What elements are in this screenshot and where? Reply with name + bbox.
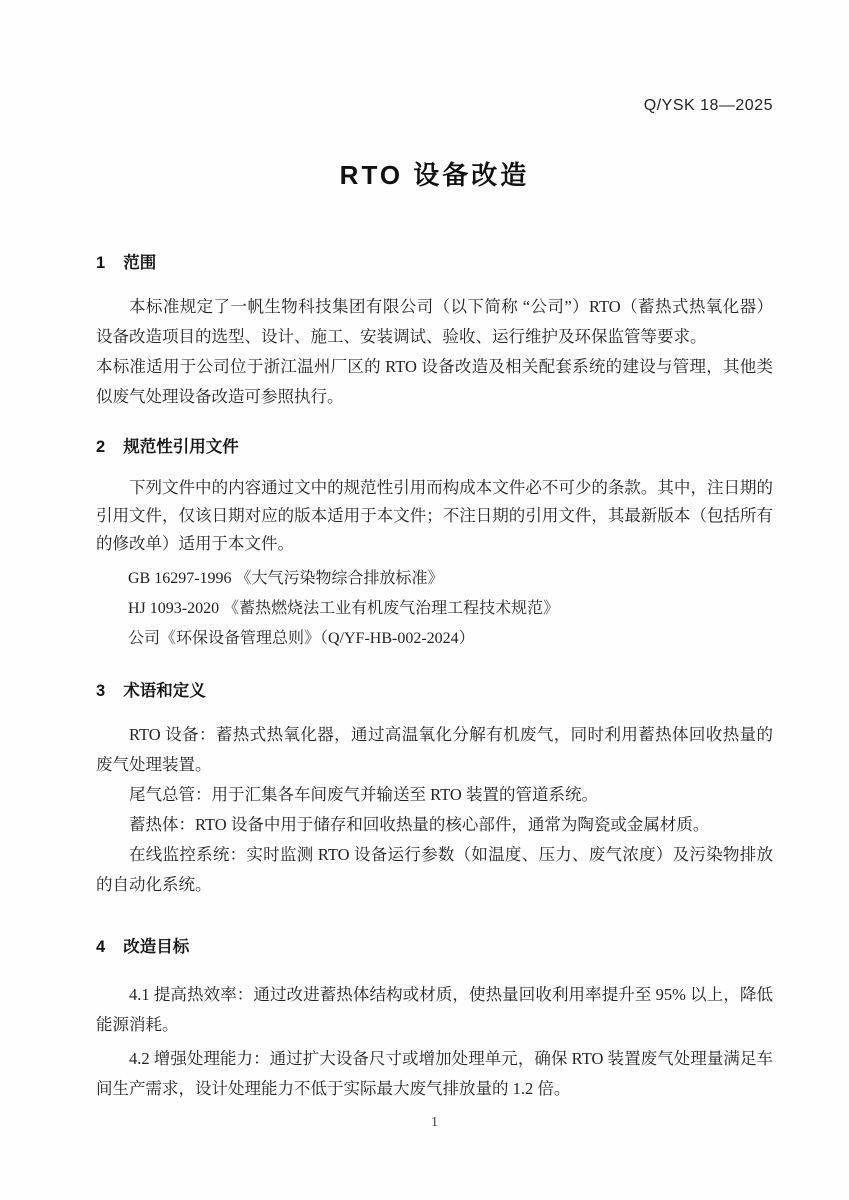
section-1-title: 范围 (123, 254, 157, 272)
reference-item: HJ 1093-2020 《蓄热燃烧法工业有机废气治理工程技术规范》 (128, 600, 560, 617)
section-1-number: 1 (96, 254, 106, 272)
section-3-heading (96, 680, 773, 702)
section-4-heading (96, 936, 773, 958)
section-2-title: 规范性引用文件 (123, 438, 239, 456)
section-4-number: 4 (96, 938, 106, 956)
reference-item: GB 16297-1996 《大气污染物综合排放标准》 (128, 570, 444, 587)
term-definition: RTO 设备：蓄热式热氧化器，通过高温氧化分解有机废气，同时利用蓄热体回收热量的废气处理装置。 (96, 725, 773, 774)
reference-list (96, 564, 773, 654)
section-1-paragraph: 本标准规定了一帆生物科技集团有限公司（以下简称 “公司”）RTO（蓄热式热氧化器）设备改造项目的选型、设计、施工、安装调试、验收、运行维护及环保监管等要求。 (96, 297, 773, 346)
standard-code: Q/YSK 18—2025 (643, 97, 773, 114)
objective-item: 4.1 提高热效率：通过改进蓄热体结构或材质，使热量回收利用率提升至 95% 以上，降低能源消耗。 (96, 985, 773, 1034)
section-1-paragraph: 本标准适用于公司位于浙江温州厂区的 RTO 设备改造及相关配套系统的建设与管理，其他类似废气处理设备改造可参照执行。 (96, 357, 773, 406)
page-number: 1 (431, 1115, 438, 1130)
term-definition: 蓄热体：RTO 设备中用于储存和回收热量的核心部件，通常为陶瓷或金属材质。 (129, 815, 710, 834)
section-2-intro: 下列文件中的内容通过文中的规范性引用而构成本文件必不可少的条款。其中，注日期的引用文件，仅该日期对应的版本适用于本文件；不注日期的引用文件，其最新版本（包括所有的修改单）适用于本文件。 (96, 478, 773, 553)
section-4-title: 改造目标 (123, 938, 190, 956)
section-1-heading (96, 252, 773, 274)
section-3-title: 术语和定义 (123, 682, 206, 700)
reference-item: 公司《环保设备管理总则》（Q/YF-HB-002-2024） (128, 630, 475, 647)
document-title: RTO 设备改造 (339, 160, 530, 190)
terms-list (96, 720, 773, 900)
section-2-number: 2 (96, 438, 106, 456)
objective-item: 4.2 增强处理能力：通过扩大设备尺寸或增加处理单元，确保 RTO 装置废气处理量满足车间生产需求，设计处理能力不低于实际最大废气排放量的 1.2 倍。 (96, 1049, 773, 1098)
term-definition: 尾气总管：用于汇集各车间废气并输送至 RTO 装置的管道系统。 (129, 785, 598, 804)
term-definition: 在线监控系统：实时监测 RTO 设备运行参数（如温度、压力、废气浓度）及污染物排放的自动化系统。 (96, 845, 773, 894)
section-3-number: 3 (96, 682, 106, 700)
section-2-heading (96, 436, 773, 458)
